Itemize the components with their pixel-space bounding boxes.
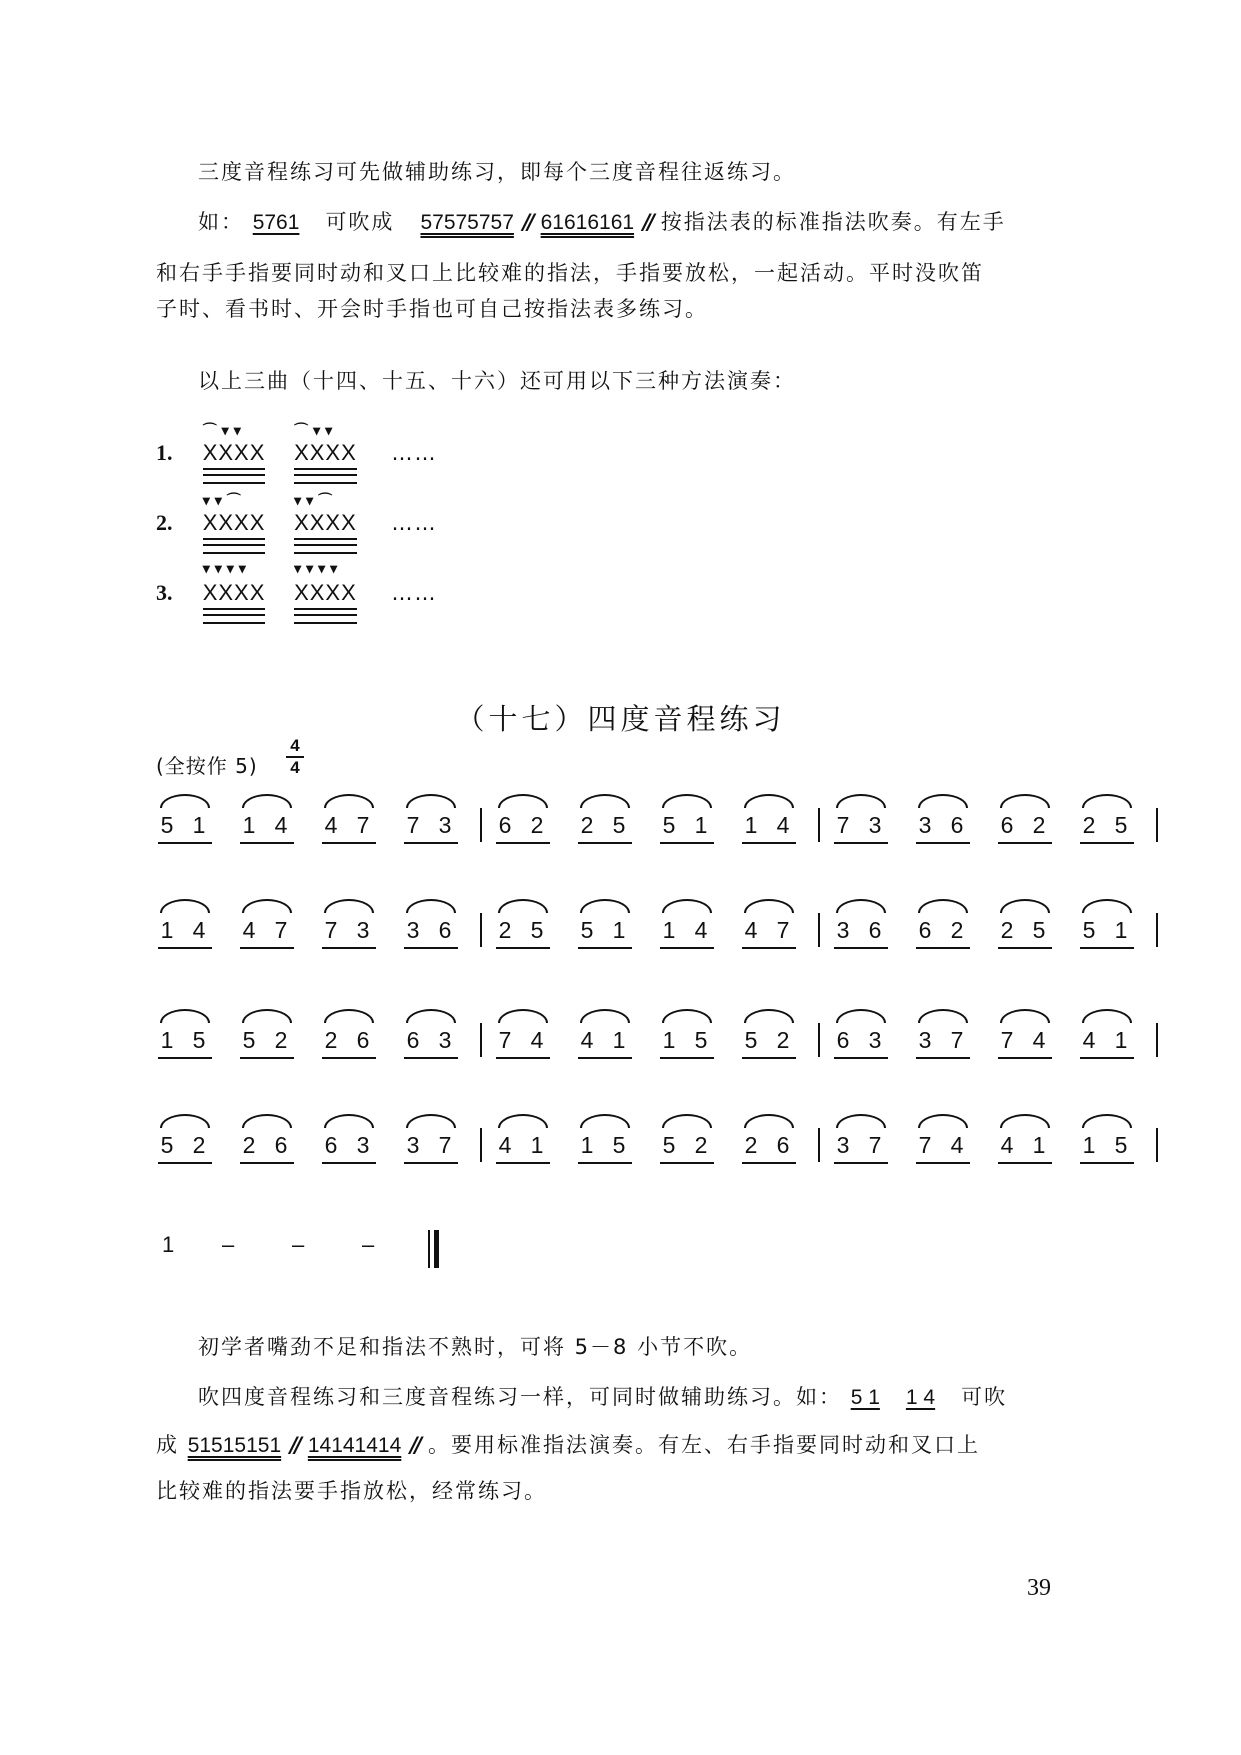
beam-line xyxy=(998,1162,1052,1164)
articulation-marks: ⌒▾▾ xyxy=(202,422,246,438)
barline xyxy=(1156,1023,1158,1057)
note: 1 xyxy=(612,917,626,943)
separator-mark: // xyxy=(522,210,532,234)
beam-line xyxy=(240,842,294,844)
notes-line-2 xyxy=(198,1382,1007,1413)
articulation-marks: ▾▾▾▾ xyxy=(202,560,251,576)
slur xyxy=(662,899,712,913)
example-61616161: 61616161 xyxy=(540,211,635,234)
slur xyxy=(744,794,794,808)
page-number: 39 xyxy=(1027,1575,1051,1601)
note: 1 xyxy=(1082,1132,1096,1158)
x-group-text: XXXX xyxy=(202,510,266,535)
final-barline xyxy=(428,1230,440,1268)
x-group xyxy=(202,560,266,606)
note: 1 xyxy=(530,1132,544,1158)
intro-line-2-suffix: 按指法表的标准指法吹奏。有左手 xyxy=(660,210,1006,234)
slur xyxy=(324,794,374,808)
note: 5 xyxy=(1114,812,1128,838)
fingering-note: (全按作 5) xyxy=(156,754,258,778)
beam-line xyxy=(998,947,1052,949)
slur xyxy=(324,899,374,913)
slur xyxy=(406,899,456,913)
note: 7 xyxy=(950,1027,964,1053)
notes-line-3-suffix: 。要用标准指法演奏。有左、右手指要同时动和叉口上 xyxy=(428,1433,980,1457)
note: 3 xyxy=(356,1132,370,1158)
note: 5 xyxy=(744,1027,758,1053)
note: 3 xyxy=(406,1132,420,1158)
note: 2 xyxy=(950,917,964,943)
beam-line xyxy=(660,1162,714,1164)
beam-line xyxy=(322,842,376,844)
note: 6 xyxy=(438,917,452,943)
slur xyxy=(1082,1114,1132,1128)
beam-line xyxy=(158,947,212,949)
slur xyxy=(242,899,292,913)
x-group-text: XXXX xyxy=(294,510,357,535)
note: 6 xyxy=(1000,812,1014,838)
example-51515151: 51515151 xyxy=(187,1434,282,1457)
beam-line xyxy=(742,1162,796,1164)
note: 3 xyxy=(868,812,882,838)
example-5761: 5761 xyxy=(252,211,300,234)
score-row-3 xyxy=(156,1015,1128,1085)
beam-line xyxy=(916,1057,970,1059)
note: 1 xyxy=(1114,1027,1128,1053)
slur xyxy=(1000,794,1050,808)
beam-line xyxy=(404,947,458,949)
note: 2 xyxy=(530,812,544,838)
note: 2 xyxy=(694,1132,708,1158)
barline xyxy=(1156,808,1158,842)
slur xyxy=(242,1009,292,1023)
note: 4 xyxy=(694,917,708,943)
slur xyxy=(836,899,886,913)
note: 7 xyxy=(918,1132,932,1158)
ellipsis: …… xyxy=(391,511,438,535)
barline xyxy=(818,808,820,842)
slur xyxy=(744,899,794,913)
slur xyxy=(918,794,968,808)
note: 6 xyxy=(356,1027,370,1053)
beam-line xyxy=(496,947,550,949)
note: 1 xyxy=(242,812,256,838)
intro-line-4: 子时、看书时、开会时手指也可自己按指法表多练习。 xyxy=(156,297,708,321)
beam-line xyxy=(158,1162,212,1164)
beam-line xyxy=(1080,947,1134,949)
slur xyxy=(836,794,886,808)
beam-line xyxy=(834,1057,888,1059)
slur xyxy=(836,1114,886,1128)
note: 3 xyxy=(868,1027,882,1053)
note: 1 xyxy=(694,812,708,838)
beam-line xyxy=(322,947,376,949)
x-group-text: XXXX xyxy=(202,580,266,605)
beam-line xyxy=(998,1057,1052,1059)
slur xyxy=(918,899,968,913)
slur xyxy=(406,1114,456,1128)
beam-line xyxy=(496,842,550,844)
slur xyxy=(406,1009,456,1023)
slur xyxy=(160,899,210,913)
note: 1 xyxy=(580,1132,594,1158)
note: 1 xyxy=(612,1027,626,1053)
note: 4 xyxy=(274,812,288,838)
note: 2 xyxy=(498,917,512,943)
note: 4 xyxy=(950,1132,964,1158)
beam-line xyxy=(404,1057,458,1059)
note: 2 xyxy=(744,1132,758,1158)
note: 2 xyxy=(580,812,594,838)
note: 2 xyxy=(274,1027,288,1053)
note: 5 xyxy=(242,1027,256,1053)
note: 2 xyxy=(1000,917,1014,943)
slur xyxy=(918,1009,968,1023)
note: 4 xyxy=(1082,1027,1096,1053)
beam-line xyxy=(578,842,632,844)
beam-line xyxy=(834,842,888,844)
intro-line-2-mid: 可吹成 xyxy=(325,210,395,234)
note: 5 xyxy=(530,917,544,943)
slur xyxy=(160,1114,210,1128)
ellipsis: …… xyxy=(391,441,438,465)
note: 7 xyxy=(356,812,370,838)
time-signature-bottom: 4 xyxy=(290,758,300,777)
separator-mark: // xyxy=(289,1433,300,1457)
barline xyxy=(1156,1128,1158,1162)
notes-line-4: 比较难的指法要手指放松，经常练习。 xyxy=(156,1479,547,1503)
separator-mark: // xyxy=(642,210,653,234)
note: 1 xyxy=(1032,1132,1046,1158)
note: 6 xyxy=(406,1027,420,1053)
separator-mark: // xyxy=(409,1433,420,1457)
slur xyxy=(1000,899,1050,913)
methods-heading: 以上三曲（十四、十五、十六）还可用以下三种方法演奏： xyxy=(198,369,796,393)
beam-line xyxy=(916,947,970,949)
note: 4 xyxy=(1032,1027,1046,1053)
time-signature xyxy=(286,736,304,778)
beam-line xyxy=(660,842,714,844)
method-number: 2. xyxy=(156,510,173,535)
note: 6 xyxy=(274,1132,288,1158)
note: 2 xyxy=(776,1027,790,1053)
note: 5 xyxy=(612,1132,626,1158)
note: 4 xyxy=(192,917,206,943)
note: 2 xyxy=(324,1027,338,1053)
score-row-2 xyxy=(156,905,1128,975)
note: 4 xyxy=(242,917,256,943)
final-note: 1 xyxy=(162,1232,175,1257)
barline xyxy=(480,913,482,947)
barline xyxy=(818,1128,820,1162)
slur xyxy=(242,794,292,808)
slur xyxy=(580,794,630,808)
method-item-1 xyxy=(156,422,438,466)
example-14: 1 4 xyxy=(905,1386,936,1409)
example-51: 5 1 xyxy=(850,1386,880,1409)
beam-line xyxy=(496,1162,550,1164)
articulation-marks: ▾▾⌒ xyxy=(294,492,338,508)
score-row-1 xyxy=(156,800,1128,870)
x-group xyxy=(294,492,357,536)
note: 7 xyxy=(324,917,338,943)
note: 5 xyxy=(192,1027,206,1053)
slur xyxy=(1000,1009,1050,1023)
beam-line xyxy=(578,947,632,949)
intro-line-3: 和右手手指要同时动和叉口上比较难的指法，手指要放松，一起活动。平时没吹笛 xyxy=(156,261,984,285)
beam-line xyxy=(240,1057,294,1059)
ellipsis: …… xyxy=(391,581,438,605)
dash: – xyxy=(292,1232,305,1257)
beam-line xyxy=(916,842,970,844)
articulation-marks: ▾▾▾▾ xyxy=(294,560,343,576)
note: 6 xyxy=(776,1132,790,1158)
notes-line-2-suffix: 可吹 xyxy=(961,1385,1008,1409)
slur xyxy=(1082,1009,1132,1023)
beam-line xyxy=(916,1162,970,1164)
beam-line xyxy=(742,842,796,844)
note: 5 xyxy=(160,1132,174,1158)
note: 4 xyxy=(530,1027,544,1053)
note: 5 xyxy=(612,812,626,838)
method-number: 1. xyxy=(156,440,173,465)
beam-line xyxy=(404,842,458,844)
note: 7 xyxy=(438,1132,452,1158)
beam-line xyxy=(240,1162,294,1164)
beam-line xyxy=(158,1057,212,1059)
slur xyxy=(160,794,210,808)
slur xyxy=(836,1009,886,1023)
note: 3 xyxy=(356,917,370,943)
note: 3 xyxy=(918,1027,932,1053)
slur xyxy=(498,794,548,808)
barline xyxy=(1156,913,1158,947)
intro-line-1: 三度音程练习可先做辅助练习，即每个三度音程往返练习。 xyxy=(198,160,796,184)
beam-line xyxy=(1080,1162,1134,1164)
note: 1 xyxy=(160,1027,174,1053)
method-item-3 xyxy=(156,560,438,606)
note: 3 xyxy=(438,1027,452,1053)
note: 7 xyxy=(274,917,288,943)
barline xyxy=(818,1023,820,1057)
note: 5 xyxy=(662,812,676,838)
note: 1 xyxy=(192,812,206,838)
note: 6 xyxy=(324,1132,338,1158)
method-number: 3. xyxy=(156,580,173,605)
barline xyxy=(480,1023,482,1057)
note: 1 xyxy=(1114,917,1128,943)
beam-line xyxy=(578,1057,632,1059)
note: 2 xyxy=(192,1132,206,1158)
note: 1 xyxy=(662,1027,676,1053)
note: 7 xyxy=(868,1132,882,1158)
note: 3 xyxy=(836,917,850,943)
beam-line xyxy=(404,1162,458,1164)
x-group-text: XXXX xyxy=(294,580,357,605)
slur xyxy=(498,899,548,913)
note: 7 xyxy=(836,812,850,838)
articulation-marks: ▾▾⌒ xyxy=(202,492,246,508)
note: 5 xyxy=(1032,917,1046,943)
method-item-2 xyxy=(156,492,438,536)
beam-line xyxy=(998,842,1052,844)
note: 1 xyxy=(160,917,174,943)
notes-line-3-prefix: 成 xyxy=(156,1433,179,1457)
note: 7 xyxy=(776,917,790,943)
slur xyxy=(662,1009,712,1023)
note: 4 xyxy=(744,917,758,943)
note: 4 xyxy=(324,812,338,838)
slur xyxy=(662,1114,712,1128)
barline xyxy=(480,808,482,842)
slur xyxy=(744,1009,794,1023)
slur xyxy=(242,1114,292,1128)
note: 3 xyxy=(918,812,932,838)
beam-line xyxy=(578,1162,632,1164)
slur xyxy=(580,1009,630,1023)
note: 3 xyxy=(406,917,420,943)
beam-line xyxy=(660,1057,714,1059)
slur xyxy=(918,1114,968,1128)
slur xyxy=(662,794,712,808)
example-14141414: 14141414 xyxy=(307,1434,402,1457)
note: 4 xyxy=(580,1027,594,1053)
x-group xyxy=(294,422,357,466)
articulation-marks: ⌒▾▾ xyxy=(294,422,338,438)
slur xyxy=(1000,1114,1050,1128)
note: 3 xyxy=(438,812,452,838)
beam-line xyxy=(742,947,796,949)
slur xyxy=(324,1009,374,1023)
note: 4 xyxy=(1000,1132,1014,1158)
notes-line-2-prefix: 吹四度音程练习和三度音程练习一样，可同时做辅助练习。如： xyxy=(198,1385,842,1409)
note: 5 xyxy=(160,812,174,838)
note: 5 xyxy=(1114,1132,1128,1158)
x-group xyxy=(202,422,266,466)
note: 1 xyxy=(744,812,758,838)
beam-line xyxy=(742,1057,796,1059)
slur xyxy=(580,1114,630,1128)
note: 5 xyxy=(662,1132,676,1158)
note: 5 xyxy=(1082,917,1096,943)
slur xyxy=(160,1009,210,1023)
beam-line xyxy=(240,947,294,949)
beam-line xyxy=(158,842,212,844)
beam-line xyxy=(834,1162,888,1164)
note: 6 xyxy=(950,812,964,838)
x-group-text: XXXX xyxy=(202,440,266,465)
note: 6 xyxy=(498,812,512,838)
slur xyxy=(498,1114,548,1128)
note: 7 xyxy=(406,812,420,838)
beam-line xyxy=(1080,1057,1134,1059)
note: 4 xyxy=(498,1132,512,1158)
beam-line xyxy=(322,1057,376,1059)
slur xyxy=(1082,899,1132,913)
note: 2 xyxy=(242,1132,256,1158)
note: 2 xyxy=(1032,812,1046,838)
x-group xyxy=(202,492,266,536)
beam-line xyxy=(496,1057,550,1059)
note: 7 xyxy=(1000,1027,1014,1053)
barline xyxy=(818,913,820,947)
beam-line xyxy=(1080,842,1134,844)
note: 4 xyxy=(776,812,790,838)
note: 6 xyxy=(836,1027,850,1053)
example-57575757: 57575757 xyxy=(420,211,514,234)
note: 6 xyxy=(868,917,882,943)
score-row-4 xyxy=(156,1120,1128,1190)
slur xyxy=(498,1009,548,1023)
note: 7 xyxy=(498,1027,512,1053)
note: 1 xyxy=(662,917,676,943)
note: 2 xyxy=(1082,812,1096,838)
slur xyxy=(744,1114,794,1128)
slur xyxy=(324,1114,374,1128)
x-group xyxy=(294,560,357,606)
x-group-text: XXXX xyxy=(294,440,357,465)
note: 3 xyxy=(836,1132,850,1158)
note: 5 xyxy=(580,917,594,943)
slur xyxy=(580,899,630,913)
exercise-title: （十七）四度音程练习 xyxy=(455,702,786,736)
intro-line-2-prefix: 如： xyxy=(198,210,244,234)
slur xyxy=(406,794,456,808)
beam-line xyxy=(834,947,888,949)
note: 6 xyxy=(918,917,932,943)
intro-line-2 xyxy=(198,207,1006,238)
notes-line-1: 初学者嘴劲不足和指法不熟时，可将 5－8 小节不吹。 xyxy=(198,1335,753,1359)
dash: – xyxy=(222,1232,235,1257)
notes-line-3 xyxy=(156,1430,980,1461)
time-signature-top: 4 xyxy=(286,736,304,758)
note: 5 xyxy=(694,1027,708,1053)
beam-line xyxy=(322,1162,376,1164)
slur xyxy=(1082,794,1132,808)
dash: – xyxy=(362,1232,375,1257)
barline xyxy=(480,1128,482,1162)
beam-line xyxy=(660,947,714,949)
